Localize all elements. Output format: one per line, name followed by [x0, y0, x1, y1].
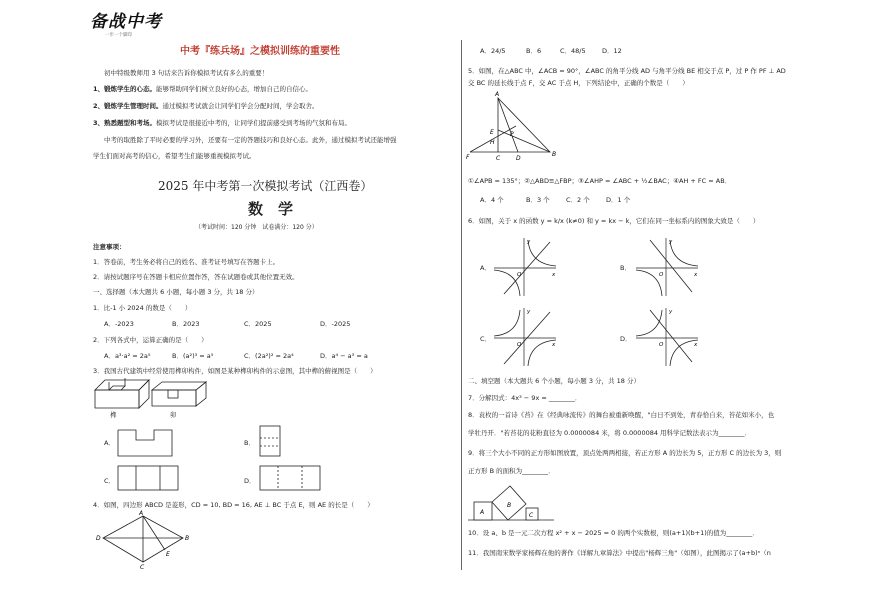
exam-title: 2025 年中考第一次模拟考试（江西卷） [158, 179, 373, 193]
q1-option-d: D．-2025 [320, 320, 351, 328]
q5-point-d: D [516, 155, 521, 162]
q8-line-2: 学牡丹开．"若苔花的花粉直径为 0.0000084 米，将 0.0000084 用科学记数法表示为________． [468, 429, 752, 437]
q4-rhombus-figure [93, 512, 193, 570]
q3-tenon-figure [93, 378, 153, 410]
q4-point-b: B [185, 535, 190, 542]
q8-line-1: 8．袁枚的一首诗《苔》在《经典咏流传》的舞台被重新唤醒，"白日不到处，青春恰自来，苔花如米小，也 [468, 411, 775, 419]
section-1-title: 一、选择题（本大题共 6 小题，每小题 3 分，共 18 分） [93, 288, 259, 296]
q3-option-b: B． [244, 439, 255, 447]
point-3 [93, 120, 351, 127]
q3-option-a-figure [116, 428, 176, 458]
point-1-body: 能够帮助同学们树立良好的心态，增加自己的自信心。 [156, 85, 313, 93]
section-2-title: 二、填空题（本大题共 6 个小题，每小题 3 分，共 18 分） [468, 377, 640, 385]
q5-triangle-figure [466, 92, 558, 164]
q2-option-d: D．a⁴ − a³ = a [320, 352, 368, 360]
q6-graph-b [632, 236, 702, 298]
q6-stem: 6．如图，关于 x 的函数 y = k/x (k≠0) 和 y = kx − k，它们在同一坐标系内的图象大致是（ ） [468, 217, 760, 225]
q6c-x-label: x [552, 342, 556, 348]
q11-stem: 11．我国南宋数学家杨辉在他的著作《详解九章算法》中提出"杨辉三角"（如图），此图揭示了(a+b)ⁿ（n [468, 549, 771, 557]
q6d-y-label: y [669, 309, 673, 315]
q5-point-p: P [510, 131, 514, 138]
point-3-body: 模拟考试是很接近中考的，让同学们提前感受到考场的气氛和布局。 [156, 119, 352, 127]
q6c-y-label: y [527, 309, 531, 315]
q4-option-a: A．24/5 [480, 47, 506, 55]
subject-title: 数 学 [248, 200, 294, 218]
exam-info: （考试时间：120 分钟 试卷满分：120 分） [195, 224, 318, 231]
q5-option-b: B．3 个 [526, 196, 550, 204]
q5-point-c: C [496, 155, 501, 162]
q5-point-b: B [552, 151, 557, 158]
notes-title: 注意事项： [93, 243, 126, 251]
point-3-head: 3、熟悉题型和考场。 [93, 119, 157, 127]
q6b-y-label: y [669, 239, 673, 245]
intro-text: 初中特级教师用 3 句话来告诉你模拟考试有多么的重要！ [104, 69, 269, 77]
q1-option-b: B．2023 [172, 320, 200, 328]
q5-point-e: E [490, 129, 494, 136]
q1-option-a: A．-2023 [104, 320, 134, 328]
banner-title: 中考『练兵场』之模拟训练的重要性 [180, 46, 340, 57]
q2-option-b: B．(a²)³ = a⁵ [172, 352, 214, 360]
q3-option-c: C． [104, 477, 116, 485]
q2-stem: 2．下列各式中，运算正确的是（ ） [93, 336, 208, 344]
q6-graph-d [632, 306, 702, 368]
column-divider [461, 40, 462, 570]
q5-point-h: H [490, 139, 495, 146]
q6-graph-a [490, 236, 560, 298]
q6b-origin: O [659, 272, 664, 278]
logo: 备战中考 [90, 12, 162, 32]
q3-option-a: A． [104, 439, 115, 447]
q9-label-b: B [507, 502, 512, 509]
q2-option-c: C．(2a²)² = 2a⁴ [244, 352, 294, 360]
q5-conclusions: ①∠APB = 135°；②△ABD≌△FBP；③∠AHP = ∠ABC + ½∠BAC；④AH + FC = AB． [468, 177, 732, 185]
q6-option-b: B． [620, 264, 631, 272]
q4-point-a: A [139, 510, 144, 517]
q6-option-d: D． [620, 335, 632, 343]
q3-mortise-figure [150, 380, 210, 410]
q10-stem: 10．设 a、b 是一元二次方程 x² + x − 2025 = 0 的两个实数根，则(a+1)(b+1)的值为________． [468, 529, 759, 537]
q6d-origin: O [659, 342, 664, 348]
q5-point-a: A [495, 91, 500, 98]
q6b-x-label: x [694, 272, 698, 278]
q3-mortise-label: 卯 [170, 411, 177, 419]
q9-label-c: C [529, 512, 534, 519]
q5-option-c: C．2 个 [566, 196, 590, 204]
closing-line-1: 中考的取胜除了平时必要的学习外，还要有一定的答题技巧和良好心态。此外，通过模拟考试还能增强 [104, 136, 397, 144]
logo-subtitle: 一步一个脚印 [105, 33, 132, 38]
q6a-origin: O [517, 272, 522, 278]
q5-option-d: D．1 个 [606, 196, 631, 204]
q9-label-a: A [480, 509, 485, 516]
q4-point-d: D [96, 535, 101, 542]
point-2 [93, 103, 319, 110]
q4-option-d: D．12 [602, 47, 622, 55]
q3-option-c-figure [116, 464, 180, 492]
q6d-x-label: x [694, 342, 698, 348]
q4-point-e: E [166, 551, 170, 558]
q4-option-c: C．48/5 [560, 47, 586, 55]
q9-squares-figure [466, 482, 558, 522]
q5-stem-line-2: 交 BC 的延长线于点 F，交 AC 于点 H，下列结论中，正确的个数是（ ） [468, 79, 689, 87]
q3-option-d: D． [244, 477, 256, 485]
q3-option-b-figure [258, 424, 284, 458]
q5-option-a: A．4 个 [480, 196, 504, 204]
q6-option-c: C． [480, 335, 492, 343]
q6a-x-label: x [552, 272, 556, 278]
q9-line-1: 9．将三个大小不同的正方形如图放置，顶点处两两相接，若正方形 A 的边长为 5，正方形 C 的边长为 3，则 [468, 449, 782, 457]
q3-tenon-label: 榫 [110, 411, 117, 419]
q7-stem: 7．分解因式：4x³ − 9x = ________． [468, 394, 582, 402]
q6a-y-label: y [527, 239, 531, 245]
q1-stem: 1．比-1 小 2024 的数是（ ） [93, 304, 192, 312]
note-1: 1．答卷前，考生务必将自己的姓名、准考证号填写在答题卡上。 [93, 258, 280, 266]
point-2-body: 通过模拟考试就会让同学们学会分配时间，学会取舍。 [162, 102, 319, 110]
note-2: 2．请按试题序号在答题卡相应位置作答，答在试题卷或其他位置无效。 [93, 273, 299, 281]
q9-line-2: 正方形 B 的面积为________． [468, 467, 555, 475]
point-1 [93, 86, 312, 93]
q5-point-f: F [466, 154, 470, 161]
q4-stem: 4．如图，四边形 ABCD 是菱形，CD = 10, BD = 16, AE ⊥ BC 于点 E，则 AE 的长是（ ） [93, 501, 374, 509]
q6c-origin: O [517, 342, 522, 348]
q4-point-c: C [140, 564, 145, 571]
q1-option-c: C．2025 [244, 320, 272, 328]
point-2-head: 2、锻炼学生管理时间。 [93, 102, 163, 110]
point-1-head: 1、锻炼学生的心态。 [93, 85, 157, 93]
closing-line-2: 学生们面对高考的信心，希望考生们能够重视模拟考试。 [93, 152, 256, 160]
q3-option-d-figure [258, 464, 322, 492]
q4-option-b: B．6 [526, 47, 542, 55]
q3-stem: 3．我国古代建筑中经常使用榫卯构件，如图是某种榫卯构件的示意图，其中榫的俯视图是（ ） [93, 367, 377, 375]
q6-option-a: A． [480, 264, 491, 272]
q5-stem-line-1: 5．如图，在△ABC 中，∠ACB = 90°，∠ABC 的角平分线 AD 与角平分线 BE 相交于点 P，过 P 作 PF ⊥ AD [468, 67, 786, 75]
q6-graph-c [490, 306, 560, 368]
q2-option-a: A．a³·a² = 2a⁵ [104, 352, 151, 360]
